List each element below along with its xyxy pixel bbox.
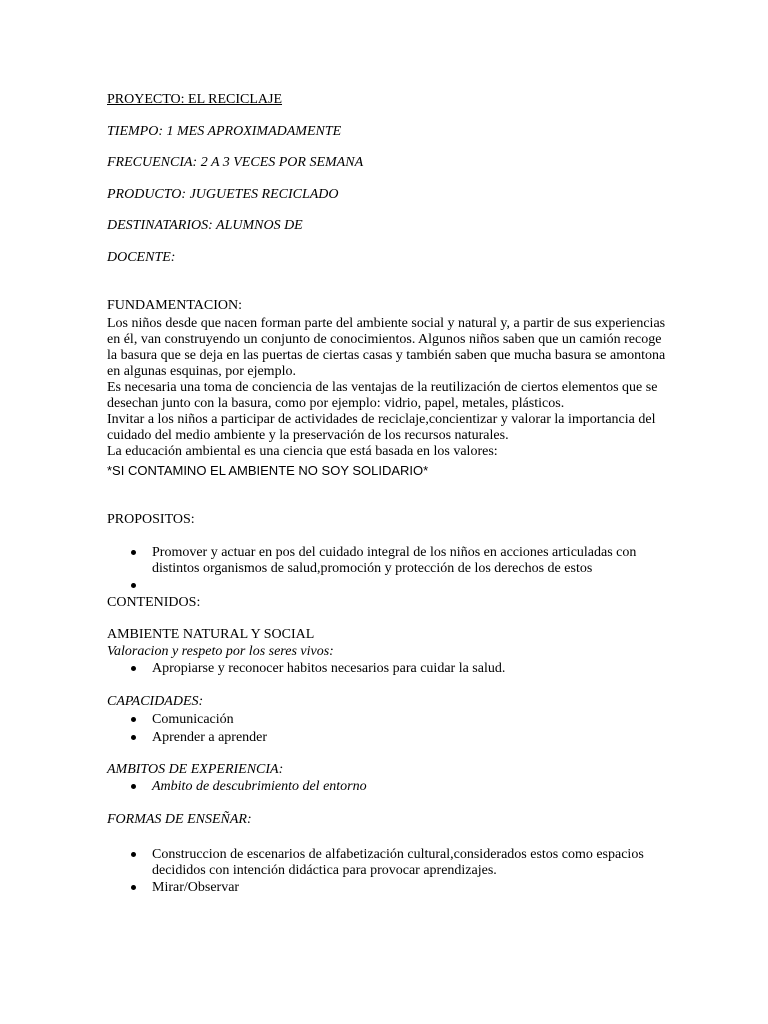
- bullet-icon: [131, 550, 136, 555]
- bullet-icon: [131, 885, 136, 890]
- capacidades-heading: CAPACIDADES:: [107, 694, 204, 709]
- propositos-item-line: distintos organismos de salud,promoción y protección de los derechos de estos: [152, 561, 593, 576]
- slogan: *SI CONTAMINO EL AMBIENTE NO SOY SOLIDARIO*: [107, 463, 429, 478]
- propositos-heading: PROPOSITOS:: [107, 512, 195, 527]
- formas-item: [152, 847, 644, 879]
- capacidades-item: Aprender a aprender: [152, 730, 268, 745]
- contenidos-heading: CONTENIDOS:: [107, 595, 201, 610]
- fundamentacion-line: la basura que se deja en las puertas de ciertas casas y también saben que mucha basura se amontona: [107, 348, 666, 363]
- fundamentacion-line: Es necesaria una toma de conciencia de las ventajas de la reutilización de ciertos elementos que se: [107, 380, 658, 395]
- bullet-icon: [131, 583, 136, 588]
- frecuencia-line: FRECUENCIA: 2 A 3 VECES POR SEMANA: [107, 155, 364, 170]
- destinatarios-line: DESTINATARIOS: ALUMNOS DE: [107, 218, 303, 233]
- fundamentacion-line: desechan junto con la basura, como por ejemplo: vidrio, papel, metales, plásticos.: [107, 396, 565, 411]
- contenidos-item: Apropiarse y reconocer habitos necesarios para cuidar la salud.: [152, 661, 506, 676]
- fundamentacion-line: Invitar a los niños a participar de actividades de reciclaje,concientizar y valorar la importancia del: [107, 412, 656, 427]
- fundamentacion-line: Los niños desde que nacen forman parte del ambiente social y natural y, a partir de sus experiencias: [107, 316, 666, 331]
- producto-line: PRODUCTO: JUGUETES RECICLADO: [107, 187, 339, 202]
- fundamentacion-line: en él, van construyendo un conjunto de conocimientos. Algunos niños saben que un camión recoge: [107, 332, 662, 347]
- formas-heading: FORMAS DE ENSEÑAR:: [107, 812, 252, 827]
- bullet-icon: [131, 735, 136, 740]
- bullet-icon: [131, 717, 136, 722]
- fundamentacion-line: La educación ambiental es una ciencia que está basada en los valores:: [107, 444, 498, 459]
- capacidades-item: Comunicación: [152, 712, 234, 727]
- formas-item-line: Construccion de escenarios de alfabetización cultural,considerados estos como espacios: [152, 847, 644, 862]
- fundamentacion-line: en algunas esquinas, por ejemplo.: [107, 364, 296, 379]
- fundamentacion-paragraph: [107, 316, 667, 460]
- formas-item: Mirar/Observar: [152, 880, 240, 895]
- fundamentacion-heading: FUNDAMENTACION:: [107, 298, 242, 313]
- bullet-icon: [131, 852, 136, 857]
- bullet-icon: [131, 666, 136, 671]
- project-title: PROYECTO: EL RECICLAJE: [107, 92, 283, 107]
- bullet-icon: [131, 784, 136, 789]
- fundamentacion-line: cuidado del medio ambiente y la preservación de los recursos naturales.: [107, 428, 509, 443]
- ambiente-subheading: AMBIENTE NATURAL Y SOCIAL: [107, 627, 315, 642]
- docente-line: DOCENTE:: [107, 250, 176, 265]
- ambitos-item: Ambito de descubrimiento del entorno: [152, 779, 367, 794]
- propositos-item-line: Promover y actuar en pos del cuidado integral de los niños en acciones articuladas con: [152, 545, 637, 560]
- ambitos-heading: AMBITOS DE EXPERIENCIA:: [107, 762, 284, 777]
- valoracion-line: Valoracion y respeto por los seres vivos:: [107, 644, 334, 659]
- tiempo-line: TIEMPO: 1 MES APROXIMADAMENTE: [107, 124, 342, 139]
- formas-item-line: decididos con intención didáctica para provocar aprendizajes.: [152, 863, 497, 878]
- propositos-item: [152, 545, 636, 577]
